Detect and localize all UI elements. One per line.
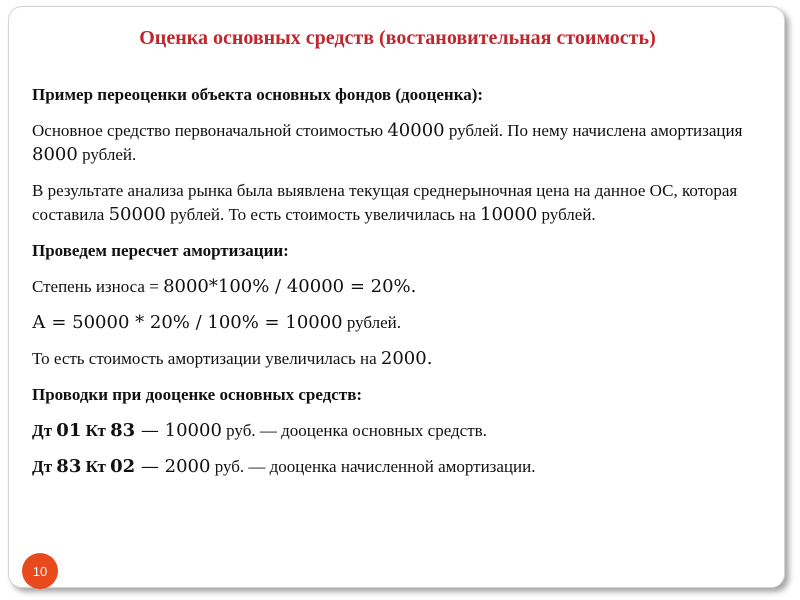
debit-account: 83 [56,456,82,477]
text-segment: Степень износа = [32,277,164,296]
entry-description: руб. — дооценка начисленной амортизации. [210,457,536,476]
text-segment: рублей. [342,313,402,332]
credit-account: 02 [110,456,136,477]
debit-label: Дт [32,421,57,440]
paragraph-market-price [32,179,762,227]
amortization-increase-line [32,347,762,371]
number-initial-cost: 40000 [387,120,445,141]
text-segment: рублей. [77,145,137,164]
text-segment: В результате анализа рынка была выявлена текущая среднерыночная цена на данное ОС, которая составила [32,181,738,224]
debit-account: 01 [56,420,82,441]
example-heading: Пример переоценки объекта основных фондов (дооценка): [32,85,484,104]
debit-label: Дт [32,457,57,476]
text-segment: рублей. [537,205,596,224]
entry-description: руб. — дооценка основных средств. [221,421,487,440]
entry-amount: 10000 [164,420,222,441]
credit-label: Кт [81,457,111,476]
text-segment: рублей. По нему начислена амортизация [444,121,743,140]
slide [8,6,785,588]
dash: — [135,420,165,441]
number-amortization-increase: 2000. [380,348,433,369]
slide-content [32,83,762,479]
wear-formula: 8000*100% / 40000 = 20%. [163,276,417,297]
entry-line-1 [32,419,762,443]
entry-amount: 2000 [164,456,211,477]
text-segment: То есть стоимость амортизации увеличилась на [32,349,381,368]
number-depreciation: 8000 [32,144,78,165]
credit-account: 83 [110,420,136,441]
text-segment: рублей. То есть стоимость увеличилась на [165,205,481,224]
amortization-formula-line [32,311,762,335]
wear-formula-line [32,275,762,299]
entries-heading: Проводки при дооценке основных средств: [32,385,363,404]
dash: — [135,456,165,477]
page-number-badge [22,553,58,589]
recalc-heading: Проведем пересчет амортизации: [32,241,289,260]
slide-title: Оценка основных средств (востановительная стоимость) [139,27,656,49]
page-number: 10 [32,563,48,579]
credit-label: Кт [81,421,111,440]
number-increase: 10000 [480,204,538,225]
entry-line-2 [32,455,762,479]
number-market-price: 50000 [108,204,166,225]
paragraph-initial-cost [32,119,762,167]
amortization-formula: А = 50000 * 20% / 100% = 10000 [32,312,343,333]
text-segment: Основное средство первоначальной стоимостью [32,121,388,140]
